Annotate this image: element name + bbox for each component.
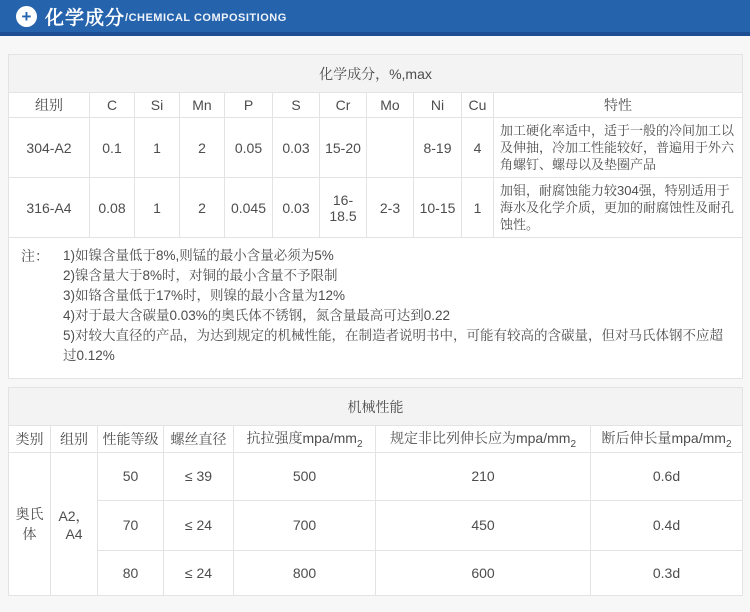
column-header-cr: Cr	[320, 93, 367, 118]
cell-group: 316-A4	[9, 178, 90, 238]
subscript: 2	[356, 438, 363, 450]
note-line: 3)如铬含量低于17%时，则镍的最小含量为12%	[63, 288, 346, 303]
cell-si: 1	[135, 178, 180, 238]
column-header-group: 组别	[51, 426, 98, 453]
cell-s: 0.03	[273, 118, 320, 178]
cell-diameter: ≤ 24	[164, 500, 234, 550]
cell-feature: 加钼，耐腐蚀能力较304强，特别适用于海水及化学介质，更加的耐腐蚀性及耐孔蚀性。	[494, 178, 743, 238]
column-header-p: P	[225, 93, 273, 118]
note-label: 注：	[21, 248, 49, 264]
column-header-class: 类别	[9, 426, 51, 453]
column-header-cu: Cu	[462, 93, 494, 118]
table-row	[9, 500, 743, 550]
column-header-elongation: 断后伸长量mpa/$mm_2$	[591, 426, 743, 453]
column-header-mn: Mn	[180, 93, 225, 118]
chemical-composition-table	[8, 54, 743, 379]
column-header-feature: 特性	[494, 93, 743, 118]
plus-icon: +	[16, 6, 37, 27]
table-row	[9, 452, 743, 500]
cell-grade: 80	[98, 550, 164, 595]
section-title-en: /CHEMICAL COMPOSITIONG	[125, 11, 287, 24]
cell-ni: 8-19	[414, 118, 462, 178]
chemical-table-title: 化学成分，%,max	[9, 55, 743, 93]
table-row	[9, 178, 743, 238]
column-header-mo: Mo	[367, 93, 414, 118]
cell-steel-class: 奥氏体	[9, 452, 51, 595]
note-line: 5)对较大直径的产品，为达到规定的机械性能，在制造者说明书中，可能有较高的含碳量，但对马氏体钢不应超过0.12%	[63, 328, 724, 363]
column-header-c: C	[90, 93, 135, 118]
mechanical-table-title: 机械性能	[9, 388, 743, 426]
column-header-group: 组别	[9, 93, 90, 118]
column-header-diameter: 螺丝直径	[164, 426, 234, 453]
cell-p: 0.045	[225, 178, 273, 238]
cell-mn: 2	[180, 118, 225, 178]
column-header-si: Si	[135, 93, 180, 118]
note-line: 2)镍含量大于8%时，对铜的最小含量不予限制	[63, 268, 338, 283]
cell-c: 0.1	[90, 118, 135, 178]
cell-proof: 450	[376, 500, 591, 550]
cell-s: 0.03	[273, 178, 320, 238]
cell-proof: 210	[376, 452, 591, 500]
cell-c: 0.08	[90, 178, 135, 238]
subscript: 2	[570, 438, 576, 450]
cell-ni: 10-15	[414, 178, 462, 238]
cell-p: 0.05	[225, 118, 273, 178]
cell-elongation: 0.4d	[591, 500, 743, 550]
column-header-s: S	[273, 93, 320, 118]
note-line: 4)对于最大含碳量0.03%的奥氏体不锈钢，氮含量最高可达到0.22	[63, 308, 451, 323]
cell-group: 304-A2	[9, 118, 90, 178]
mechanical-properties-table	[8, 387, 743, 596]
cell-cu: 1	[462, 178, 494, 238]
column-header-grade: 性能等级	[98, 426, 164, 453]
cell-mn: 2	[180, 178, 225, 238]
cell-mo	[367, 118, 414, 178]
column-header-ni: Ni	[414, 93, 462, 118]
section-title-cn: 化学成分	[45, 7, 126, 29]
section-header	[0, 0, 750, 36]
cell-diameter: ≤ 39	[164, 452, 234, 500]
cell-tensile: 500	[234, 452, 376, 500]
cell-si: 1	[135, 118, 180, 178]
cell-grade: 50	[98, 452, 164, 500]
cell-mo: 2-3	[367, 178, 414, 238]
table-row	[9, 550, 743, 595]
cell-cu: 4	[462, 118, 494, 178]
cell-proof: 600	[376, 550, 591, 595]
cell-cr: 16-18.5	[320, 178, 367, 238]
cell-feature: 加工硬化率适中，适于一般的冷间加工以及伸抽，冷加工性能较好，普遍用于外六角螺钉、螺母以及垫圈产品	[494, 118, 743, 178]
cell-tensile: 700	[234, 500, 376, 550]
table-row	[9, 118, 743, 178]
note-lines	[63, 246, 732, 366]
column-header-tensile: 抗拉强度mpa/$mm_2$	[234, 426, 376, 453]
cell-grade: 70	[98, 500, 164, 550]
cell-diameter: ≤ 24	[164, 550, 234, 595]
notes-cell	[9, 238, 743, 379]
cell-elongation: 0.6d	[591, 452, 743, 500]
note-line: 1)如镍含量低于8%,则锰的最小含量必须为5%	[63, 248, 334, 263]
table-notes-row	[9, 238, 743, 379]
cell-steel-group: A2，A4	[51, 452, 98, 595]
subscript: 2	[725, 438, 732, 450]
cell-tensile: 800	[234, 550, 376, 595]
notes-block	[21, 246, 732, 366]
cell-cr: 15-20	[320, 118, 367, 178]
column-header-proof: 规定非比列伸长应为mpa/$mm_2$	[376, 426, 591, 453]
page-content	[0, 36, 750, 612]
cell-elongation: 0.3d	[591, 550, 743, 595]
